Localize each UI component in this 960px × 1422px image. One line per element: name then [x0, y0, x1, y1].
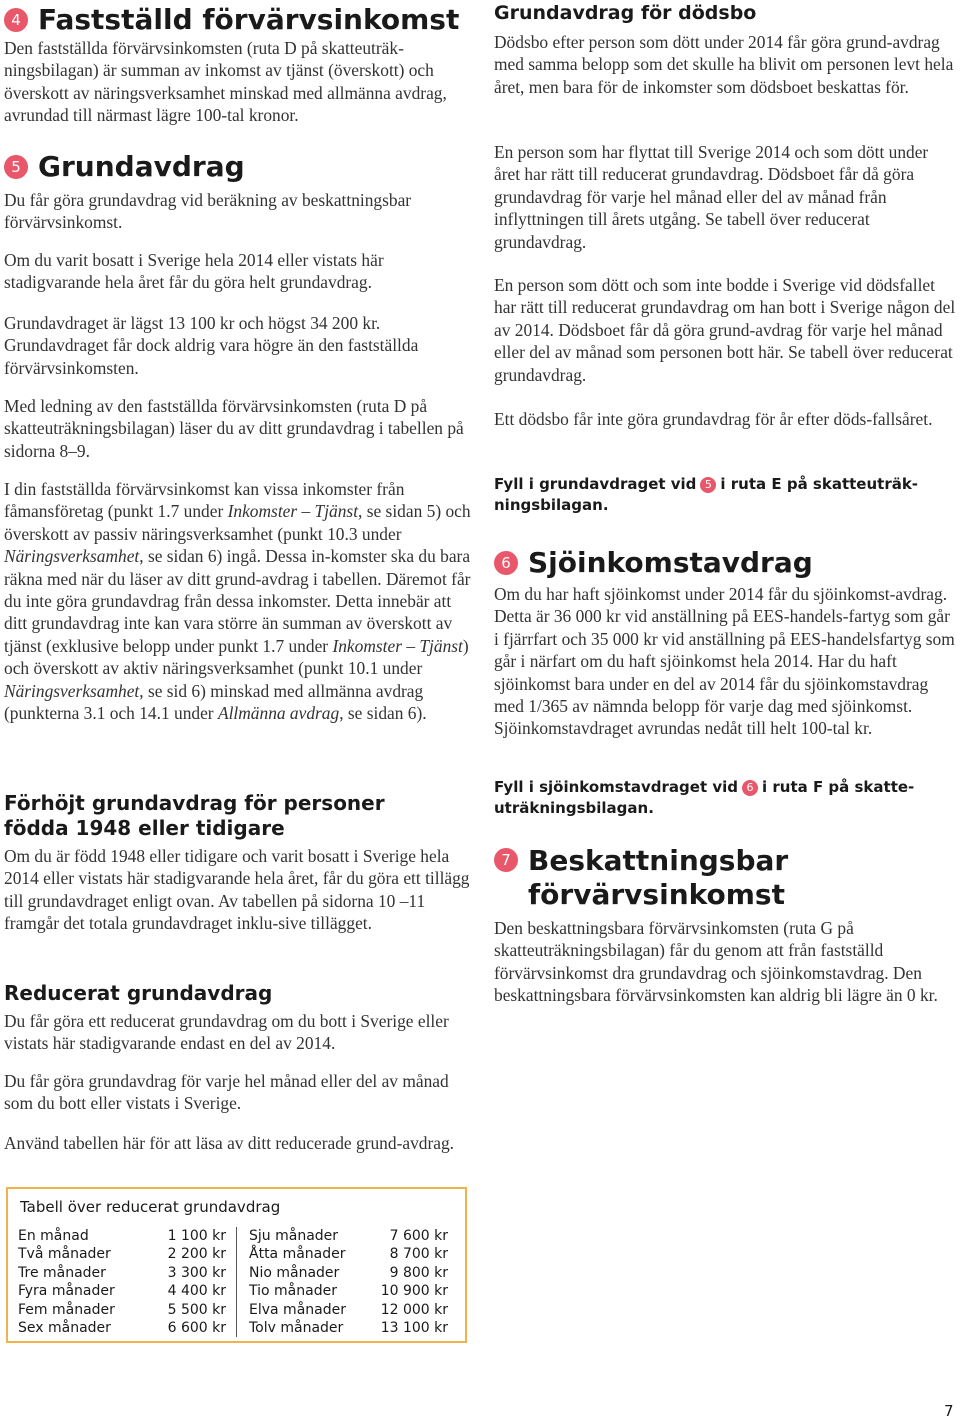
box-6-badge: 6: [742, 780, 758, 796]
section-5-badge: 5: [4, 155, 28, 179]
section-6-badge: 6: [494, 551, 518, 575]
section-5-paragraph-4: Med ledning av den fastställda förvärvsinkomsten (ruta D på skatteuträkningsbilagan) läser du av ditt grundavdrag i tabellen på sidorna 8–9.: [4, 396, 464, 461]
page-number: 7: [944, 1402, 954, 1420]
forhojt-paragraph: Om du är född 1948 eller tidigare och varit bosatt i Sverige hela 2014 eller vistats här stadigvarande hela året, får du göra ett tillägg till grundavdraget enligt ovan. Av tabellen på sidorna 10 –11 framgår det totala grundavdraget inklu-sive tillägget.: [4, 846, 470, 934]
reducerat-paragraph-1: Du får göra ett reducerat grundavdrag om du bott i Sverige eller vistats här stadigvarande endast en del av 2014.: [4, 1011, 449, 1054]
reducerat-paragraph-3: Använd tabellen här för att läsa av ditt reducerade grund-avdrag.: [4, 1133, 455, 1153]
table-row: Elva månader 12 000 kr: [249, 1301, 448, 1318]
table-row: Sju månader 7 600 kr: [249, 1228, 448, 1244]
table-column-2: [236, 1227, 448, 1337]
dodsbo-paragraph-3: En person som dött och som inte bodde i Sverige vid dödsfallet har rätt till reducerat grundavdrag om han bott i Sverige någon del av 2014. Dödsboet får då göra grund-avdrag för varje hel månad eller del av månad som personen bott här. Se tabell över reducerat grundavdrag.: [494, 275, 956, 385]
section-4-title: Fastställd förvärvsinkomst: [38, 3, 460, 36]
section-7-heading: [494, 844, 956, 912]
section-5-heading: [4, 150, 472, 184]
section-6-heading: [494, 546, 956, 580]
section-5-paragraph-1: Du får göra grundavdrag vid beräkning av beskattningsbar förvärvsinkomst.: [4, 190, 412, 233]
section-7-title: Beskattningsbar förvärvsinkomst: [528, 844, 789, 911]
table-row: Tio månader 10 900 kr: [249, 1283, 448, 1300]
reducerat-paragraph-2: Du får göra grundavdrag för varje hel månad eller del av månad som du bott eller vistats i Sverige.: [4, 1071, 449, 1114]
section-4-heading: [4, 3, 472, 37]
box-5-badge: 5: [700, 477, 716, 493]
dodsbo-fill-instruction: Fyll i grundavdraget vid 5 i ruta E på skatteuträk-ningsbilagan.: [494, 475, 919, 514]
forhojt-grundavdrag-heading: Förhöjt grundavdrag för personer födda 1948 eller tidigare: [4, 791, 385, 840]
section-6-title: Sjöinkomstavdrag: [528, 546, 813, 579]
table-row: Tolv månader 13 100 kr: [249, 1320, 448, 1337]
dodsbo-paragraph-4: Ett dödsbo får inte göra grundavdrag för år efter döds-fallsåret.: [494, 409, 933, 429]
table-row: En månad 1 100 kr: [18, 1228, 226, 1244]
table-row: Sex månader 6 600 kr: [18, 1320, 226, 1337]
section-6-fill-instruction: Fyll i sjöinkomstavdraget vid 6 i ruta F på skatte-uträkningsbilagan.: [494, 778, 915, 817]
table-row: Åtta månader 8 700 kr: [249, 1246, 448, 1263]
section-5-title: Grundavdrag: [38, 150, 245, 183]
table-row: Fyra månader 4 400 kr: [18, 1283, 226, 1300]
table-row: Tre månader 3 300 kr: [18, 1264, 226, 1281]
dodsbo-paragraph-1: Dödsbo efter person som dött under 2014 får göra grund-avdrag med samma belopp som det skulle ha blivit om personen levt hela året, men bara för de inkomster som dödsboet beskattas för.: [494, 32, 954, 97]
table-row: Två månader 2 200 kr: [18, 1246, 226, 1263]
reducerat-grundavdrag-heading: Reducerat grundavdrag: [4, 981, 273, 1005]
section-5-paragraph-3: Grundavdraget är lägst 13 100 kr och högst 34 200 kr. Grundavdraget får dock aldrig vara högre än den fastställda förvärvsinkomsten.: [4, 313, 419, 378]
section-5-paragraph-2: Om du varit bosatt i Sverige hela 2014 eller vistats här stadigvarande hela året får du göra helt grundavdrag.: [4, 250, 384, 293]
section-5-paragraph-5: I din fastställda förvärvsinkomst kan vissa inkomster från fåmansföretag (punkt 1.7 under Inkomster – Tjänst, se sidan 5) och överskott av passiv näringsverksamhet (punkt 10.3 under Näringsverksamhet, se sidan 6) ingå. Dessa in-komster ska du bara räkna med när du läser av ditt grund-avdrag i tabellen. Däremot får du inte göra grundavdrag från dessa inkomster. Detta innebär att ditt grundavdrag inte kan vara större än summan av överskott av tjänst (exklusive belopp under punkt 1.7 under Inkomster – Tjänst) och överskott av aktiv näringsverksamhet (punkt 10.1 under Näringsverksamhet, se sid 6) minskad med allmänna avdrag (punkterna 3.1 och 14.1 under Allmänna avdrag, se sidan 6).: [4, 479, 471, 724]
dodsbo-heading: Grundavdrag för dödsbo: [494, 2, 757, 24]
table-row: Nio månader 9 800 kr: [249, 1264, 448, 1281]
table-row: Fem månader 5 500 kr: [18, 1301, 226, 1318]
reduced-deduction-table: [6, 1187, 467, 1343]
table-column-1: [18, 1227, 236, 1337]
section-4-badge: 4: [4, 8, 28, 32]
dodsbo-paragraph-2: En person som har flyttat till Sverige 2014 och som dött under året har rätt till reducerat grundavdrag. Dödsboet får då göra grundavdrag för varje hel månad eller del av månad från inflyttningen till årets utgång. Se tabell över reducerat grundavdrag.: [494, 142, 929, 252]
table-title: Tabell över reducerat grundavdrag: [20, 1198, 281, 1216]
section-7-paragraph: Den beskattningsbara förvärvsinkomsten (ruta G på skatteuträkningsbilagan) får du genom att från fastställd förvärvsinkomst dra grundavdrag och sjöinkomstavdrag. Den beskattningsbara förvärvsinkomsten kan aldrig bli lägre än 0 kr.: [494, 918, 938, 1006]
section-6-paragraph: Om du har haft sjöinkomst under 2014 får du sjöinkomst-avdrag. Detta är 36 000 kr vid anställning på EES-handels-fartyg som går i fjärrfart och 35 000 kr vid anställning på EES-handelsfartyg som går i närfart om du haft sjöinkomst hela 2014. Har du haft sjöinkomst bara under en del av 2014 får du sjöinkomstavdrag med 1/365 av nämnda belopp för varje dag med sjöinkomst. Sjöinkomstavdraget avrundas nedåt till helt 100-tal kr.: [494, 584, 955, 739]
section-7-badge: 7: [494, 848, 518, 872]
section-4-paragraph: Den fastställda förvärvsinkomsten (ruta D på skatteuträk-ningsbilagan) är summan av inkomst av tjänst (överskott) och överskott av näringsverksamhet minskad med allmänna avdrag, avrundad till närmast lägre 100-tal kronor.: [4, 38, 447, 126]
table-grid: [18, 1227, 455, 1337]
